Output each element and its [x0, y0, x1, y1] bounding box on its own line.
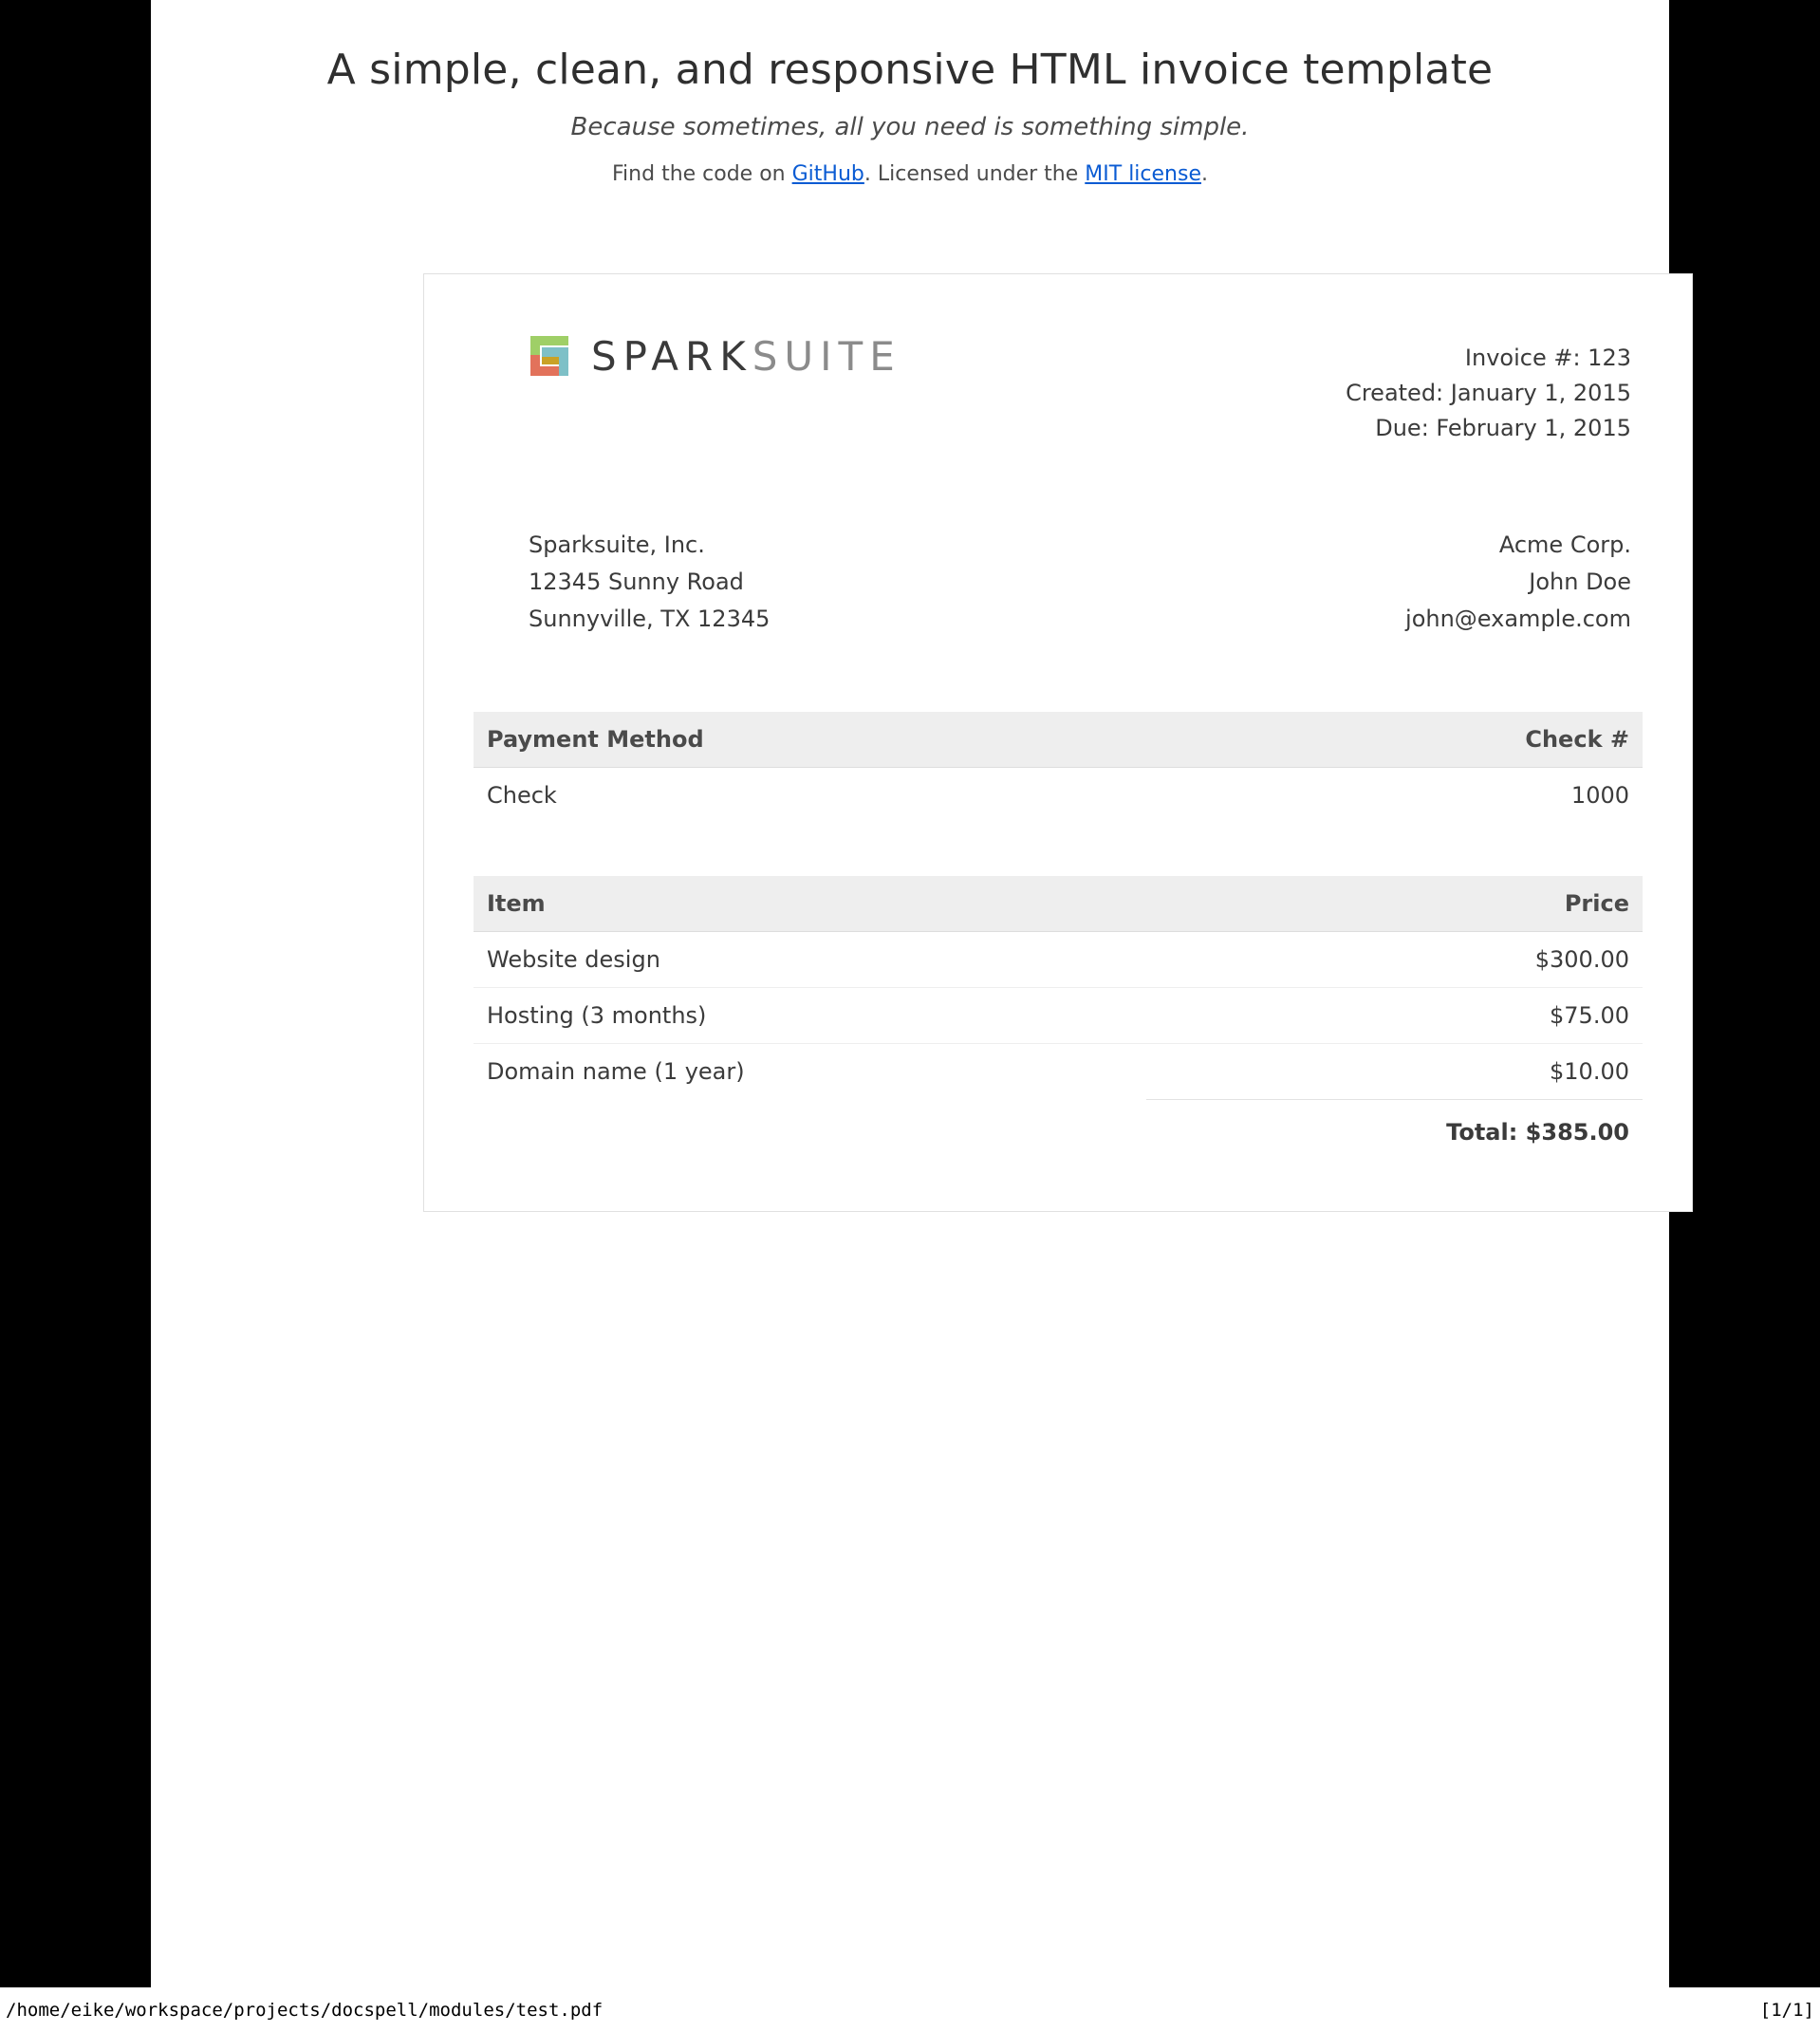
table-spacer: [474, 823, 1643, 876]
sender-city: Sunnyville, TX 12345: [529, 605, 771, 632]
item-name: Hosting (3 months): [474, 987, 1146, 1043]
viewer-status-bar: [0, 1987, 1820, 2032]
page-title: A simple, clean, and responsive HTML invoice template: [326, 46, 1494, 94]
sparksuite-logo-icon: [529, 334, 570, 380]
sender-address: [474, 527, 770, 638]
invoice-total-row: [474, 1099, 1643, 1160]
brand-name-bold: SPARK: [591, 333, 752, 380]
invoice-top-section: [474, 333, 1643, 447]
recipient-address: [1405, 527, 1643, 638]
item-price: $300.00: [1146, 931, 1643, 987]
invoice-table: [474, 712, 1643, 1160]
check-number-value: 1000: [1570, 781, 1629, 809]
brand-name-light: SUITE: [752, 333, 901, 380]
item-header: Item: [474, 876, 1146, 932]
code-middle-text: . Licensed under the: [864, 162, 1086, 186]
invoice-parties: [474, 527, 1643, 638]
recipient-email: john@example.com: [1405, 605, 1631, 632]
code-license-line: [151, 141, 1669, 186]
invoice-total: Total: $385.00: [1146, 1099, 1643, 1160]
document-header: [151, 0, 1669, 186]
sender-company: Sparksuite, Inc.: [529, 531, 705, 558]
payment-heading-row: [474, 712, 1643, 768]
payment-method-header: Payment Method: [474, 712, 1146, 768]
item-price: $10.00: [1550, 1057, 1629, 1085]
invoice-meta: [1346, 333, 1643, 447]
recipient-contact: John Doe: [1529, 568, 1631, 595]
page-subtitle: Because sometimes, all you need is something simple.: [570, 113, 1250, 141]
table-row: [474, 931, 1643, 987]
page-indicator: [1/1]: [1759, 1999, 1814, 2021]
table-row: [474, 1043, 1643, 1099]
table-row: [474, 987, 1643, 1043]
total-spacer: [474, 1099, 1146, 1160]
invoice-created-date: Created: January 1, 2015: [1346, 380, 1631, 407]
sender-street: 12345 Sunny Road: [529, 568, 744, 595]
github-link[interactable]: GitHub: [791, 162, 864, 186]
mit-license-link[interactable]: MIT license: [1085, 162, 1201, 186]
item-name: Domain name (1 year): [487, 1058, 745, 1086]
item-heading-row: [474, 876, 1643, 932]
brand-name: [591, 333, 901, 380]
item-name: Website design: [474, 931, 1146, 987]
invoice-box: [423, 273, 1693, 1212]
code-suffix-text: .: [1201, 162, 1208, 186]
price-header: Price: [1146, 876, 1643, 932]
item-price: $75.00: [1146, 987, 1643, 1043]
brand: [474, 333, 901, 380]
recipient-company: Acme Corp.: [1498, 531, 1631, 558]
pdf-page: [151, 0, 1669, 1987]
code-prefix-text: Find the code on: [612, 162, 792, 186]
payment-method-value: Check: [487, 781, 557, 809]
invoice-number: Invoice #: 123: [1464, 345, 1631, 371]
payment-detail-row: [474, 767, 1643, 823]
file-path-label: /home/eike/workspace/projects/docspell/modules/test.pdf: [6, 1999, 604, 2021]
check-number-header: Check #: [1146, 712, 1643, 768]
invoice-due-date: Due: February 1, 2015: [1375, 415, 1631, 442]
